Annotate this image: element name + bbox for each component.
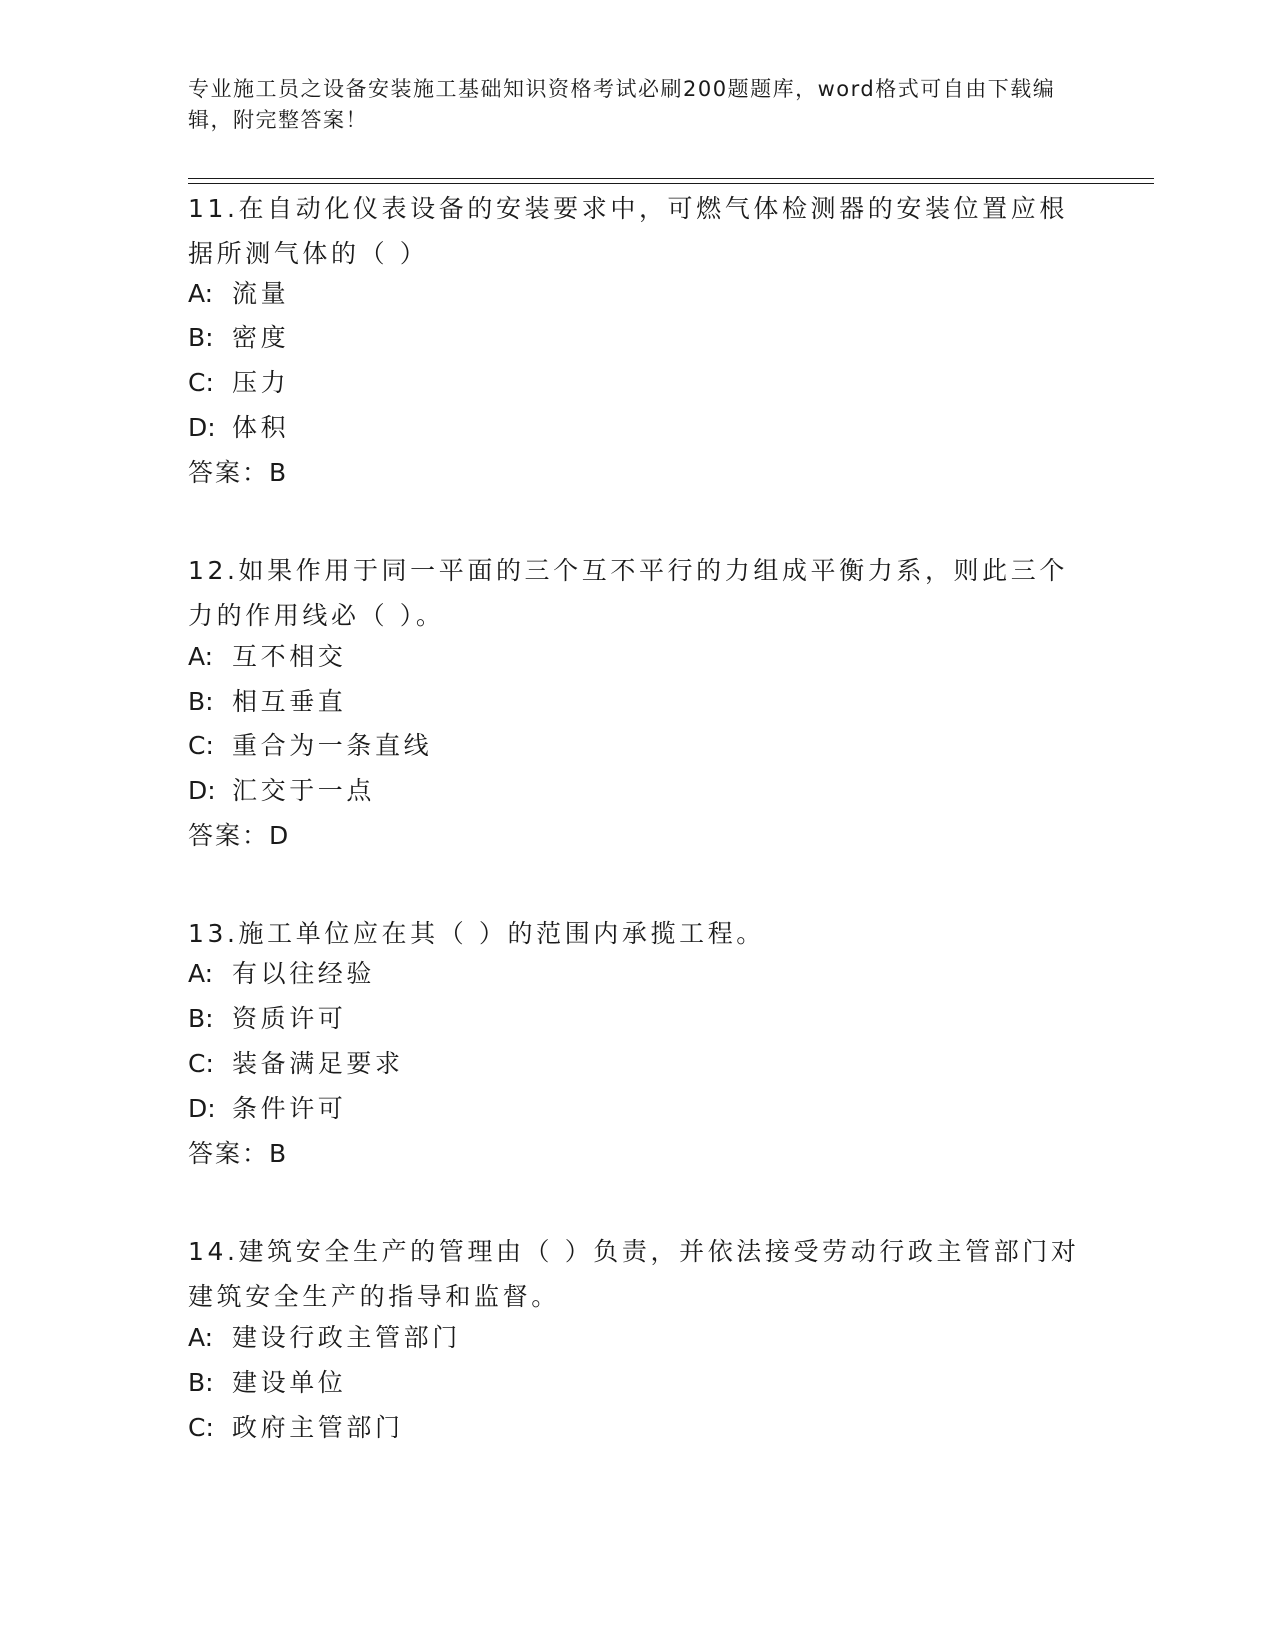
question-12-option-c	[188, 729, 432, 763]
option-text: 密度	[232, 323, 290, 352]
question-14-option-a	[188, 1321, 461, 1355]
option-text: 条件许可	[232, 1094, 347, 1123]
option-text: 资质许可	[232, 1004, 347, 1033]
option-letter: B:	[188, 323, 214, 352]
option-letter: A:	[188, 959, 214, 988]
question-13-option-c	[188, 1047, 404, 1081]
document-header: 专业施工员之设备安装施工基础知识资格考试必刷200题题库，word格式可自由下载编辑，附完整答案！	[188, 77, 1056, 132]
option-text: 有以往经验	[232, 959, 376, 988]
option-letter: D:	[188, 1094, 216, 1123]
option-text: 政府主管部门	[232, 1413, 404, 1442]
option-text: 体积	[232, 413, 290, 442]
option-letter: A:	[188, 1323, 214, 1352]
question-12-option-b	[188, 685, 346, 719]
question-12-option-d	[188, 774, 375, 808]
option-text: 装备满足要求	[232, 1049, 404, 1078]
option-letter: B:	[188, 687, 214, 716]
option-letter: C:	[188, 731, 214, 760]
option-letter: A:	[188, 642, 214, 671]
question-11-option-b	[188, 321, 289, 355]
question-11-option-d	[188, 411, 289, 445]
question-14-option-b	[188, 1366, 346, 1400]
option-letter: B:	[188, 1368, 214, 1397]
question-11-title: 11.在自动化仪表设备的安装要求中，可燃气体检测器的安装位置应根据所测气体的（ ）	[188, 194, 1068, 268]
option-text: 建设行政主管部门	[232, 1323, 461, 1352]
question-14-title: 14.建筑安全生产的管理由（ ）负责，并依法接受劳动行政主管部门对建筑安全生产的指导和监督。	[188, 1237, 1080, 1311]
question-13-answer: 答案：B	[188, 1139, 289, 1168]
option-text: 重合为一条直线	[232, 731, 433, 760]
option-letter: B:	[188, 1004, 214, 1033]
option-letter: A:	[188, 279, 214, 308]
option-text: 建设单位	[232, 1368, 347, 1397]
header-divider-top	[188, 178, 1154, 179]
option-letter: C:	[188, 368, 214, 397]
option-text: 压力	[232, 368, 290, 397]
question-12-option-a	[188, 640, 346, 674]
question-11-answer: 答案：B	[188, 458, 289, 487]
option-letter: D:	[188, 413, 216, 442]
question-12-answer: 答案：D	[188, 821, 291, 850]
question-13-option-d	[188, 1092, 346, 1126]
option-text: 流量	[232, 279, 290, 308]
question-14-option-c	[188, 1411, 404, 1445]
option-letter: C:	[188, 1413, 214, 1442]
option-text: 相互垂直	[232, 687, 347, 716]
question-13-option-a	[188, 957, 375, 991]
question-11-option-a	[188, 277, 289, 311]
header-divider-bottom	[188, 183, 1154, 184]
option-letter: D:	[188, 776, 216, 805]
option-text: 互不相交	[232, 642, 347, 671]
question-12-title: 12.如果作用于同一平面的三个互不平行的力组成平衡力系，则此三个力的作用线必（ ）。	[188, 556, 1068, 630]
question-13-option-b	[188, 1002, 346, 1036]
question-11-option-c	[188, 366, 289, 400]
question-13-title: 13.施工单位应在其（ ）的范围内承揽工程。	[188, 919, 765, 948]
option-text: 汇交于一点	[232, 776, 376, 805]
option-letter: C:	[188, 1049, 214, 1078]
